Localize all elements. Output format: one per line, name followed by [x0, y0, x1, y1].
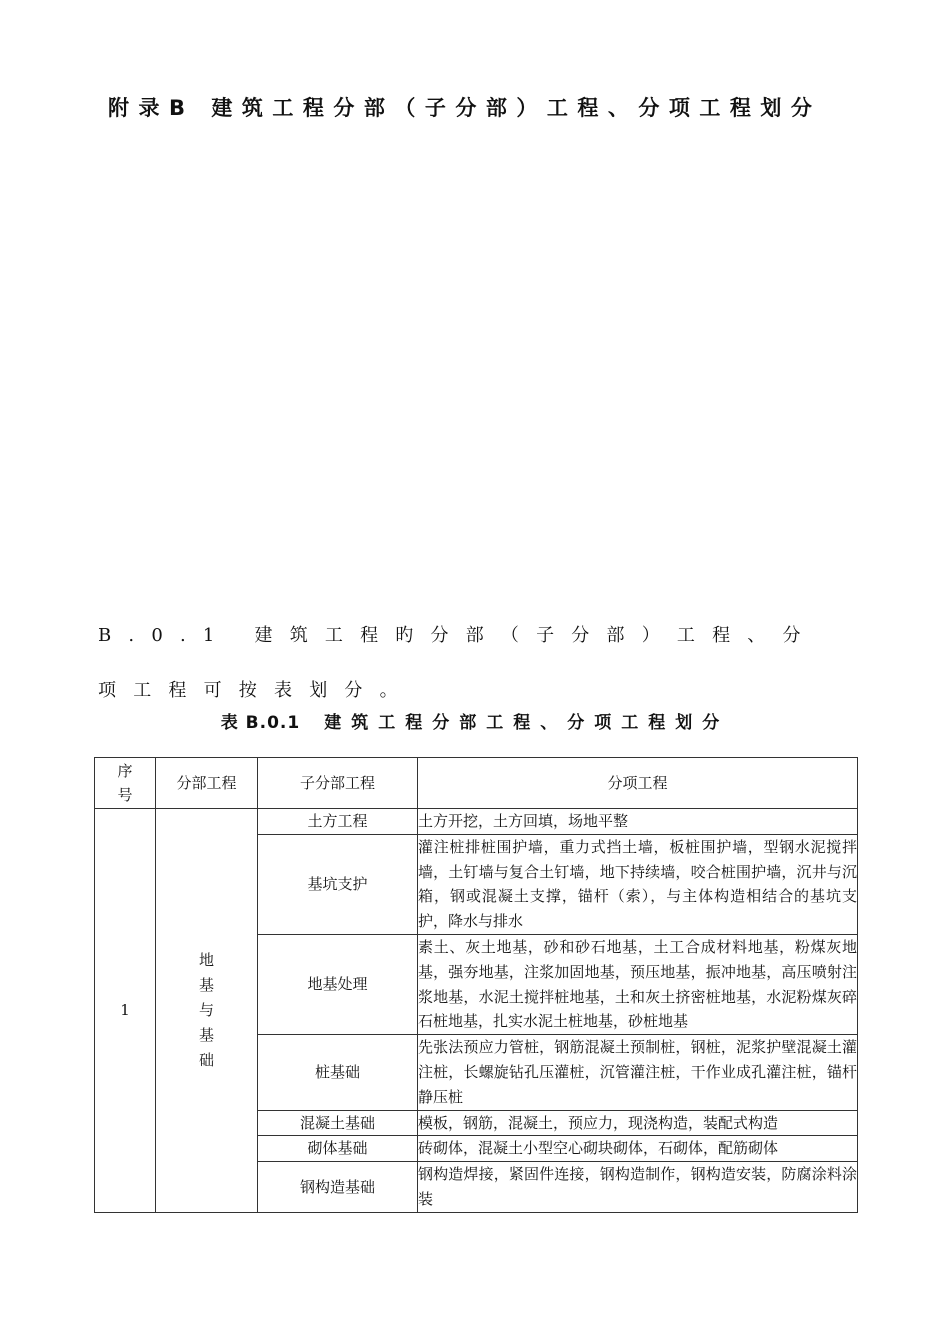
items-cell: 土方开挖，土方回填，场地平整 — [418, 809, 858, 835]
items-cell: 砖砌体，混凝土小型空心砌块砌体，石砌体，配筋砌体 — [418, 1136, 858, 1162]
table-caption — [0, 708, 950, 733]
items-cell: 钢构造焊接，紧固件连接，钢构造制作，钢构造安装，防腐涂料涂装 — [418, 1162, 858, 1213]
header-seq: 序号 — [95, 758, 156, 809]
header-items: 分项工程 — [418, 758, 858, 809]
clause-b-0-1: B.0.1 建筑工程旳分部（子分部）工程、分项工程可按表划分。 — [98, 625, 818, 701]
division-cell: 地基与基础 — [156, 809, 258, 1213]
items-cell: 灌注桩排桩围护墙，重力式挡土墙，板桩围护墙，型钢水泥搅拌墙，土钉墙与复合土钉墙，地下持续墙，咬合桩围护墙，沉井与沉箱，钢或混凝土支撑，锚杆（索），与主体构造相结合的基坑支护，降水与排水 — [418, 834, 858, 934]
subdivision-cell: 基坑支护 — [258, 834, 418, 934]
subdivision-cell: 混凝土基础 — [258, 1110, 418, 1136]
subdivision-cell: 桩基础 — [258, 1035, 418, 1110]
appendix-title: 附录B 建筑工程分部（子分部）工程、分项工程划分 — [108, 96, 822, 120]
division-table — [94, 757, 858, 1213]
table-row — [95, 809, 858, 835]
seq-cell: 1 — [95, 809, 156, 1213]
subdivision-cell: 地基处理 — [258, 934, 418, 1034]
subdivision-cell: 土方工程 — [258, 809, 418, 835]
table-caption-text: 建筑工程分部工程、分项工程划分 — [324, 713, 730, 733]
table-number: 表 B.0.1 — [220, 713, 301, 733]
table-header-row — [95, 758, 858, 809]
header-division: 分部工程 — [156, 758, 258, 809]
items-cell: 模板，钢筋，混凝土，预应力，现浇构造，装配式构造 — [418, 1110, 858, 1136]
items-cell: 素土、灰土地基，砂和砂石地基，土工合成材料地基，粉煤灰地基，强夯地基，注浆加固地基，预压地基，振冲地基，高压喷射注浆地基，水泥土搅拌桩地基，土和灰土挤密桩地基，水泥粉煤灰碎石桩地基，扎实水泥土桩地基，砂桩地基 — [418, 934, 858, 1034]
items-cell: 先张法预应力管桩，钢筋混凝土预制桩，钢桩，泥浆护壁混凝土灌注桩，长螺旋钻孔压灌桩，沉管灌注桩，干作业成孔灌注桩，锚杆静压桩 — [418, 1035, 858, 1110]
subdivision-cell: 钢构造基础 — [258, 1162, 418, 1213]
header-subdivision: 子分部工程 — [258, 758, 418, 809]
subdivision-cell: 砌体基础 — [258, 1136, 418, 1162]
